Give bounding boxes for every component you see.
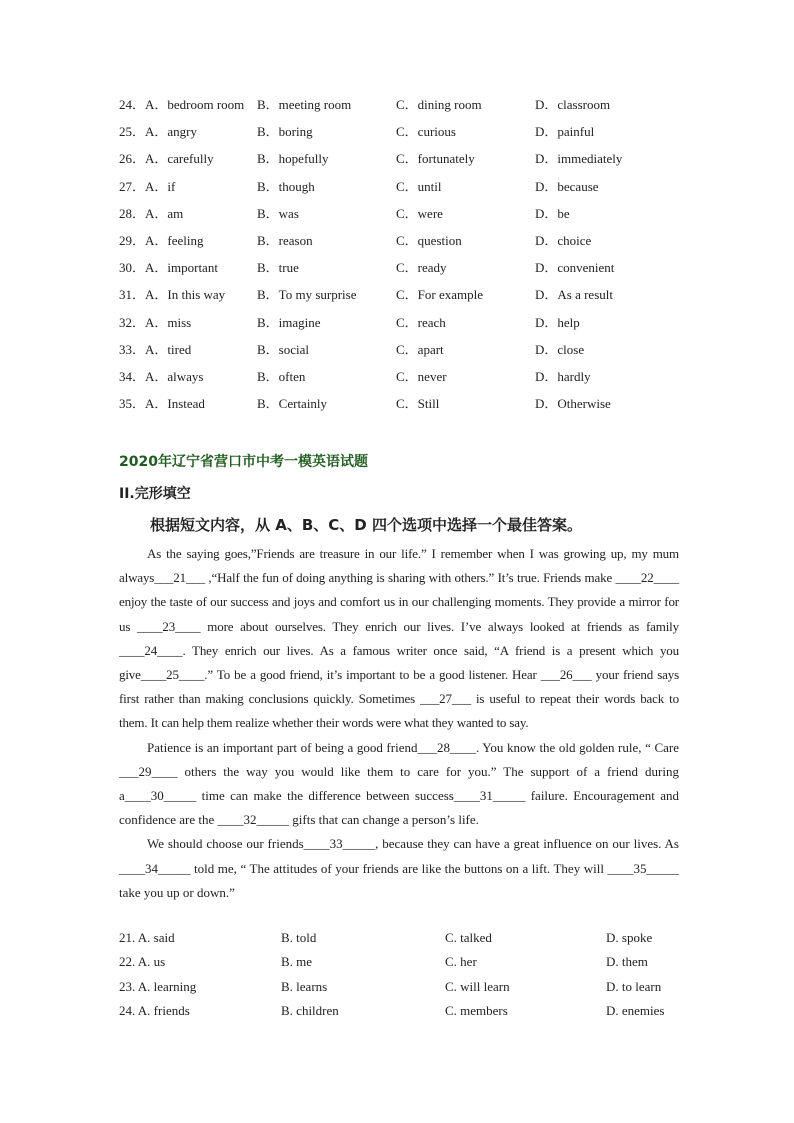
answer-row [119,1001,679,1025]
option-c: C．dining room [396,97,482,112]
option-row [119,313,679,340]
option-row [119,122,679,149]
option-d: D．be [535,205,570,221]
option-row [119,367,679,394]
option-b: B．was [257,205,299,221]
option-b: B．boring [257,124,313,140]
option-d: D．close [535,341,585,357]
answer-row [119,928,679,952]
option-d: D．classroom [535,97,611,112]
option-c: C. talked [445,930,492,945]
option-b: B．To my surprise [257,287,357,303]
option-a: 31．A．In this way [119,287,226,303]
option-a: 32．A．miss [119,314,192,330]
part-title: II.完形填空 [119,486,191,502]
option-c: C. members [445,1002,508,1018]
answer-options-table [119,928,679,1025]
option-d: D．help [535,314,580,330]
option-row [119,231,679,258]
passage-paragraph: As the saying goes,”Friends are treasure in our life.” I remember when I was growing up, my mum always___21___ ,“Half the fun of doing anything is sharing with others.” It’s true. Friends make ____22____ enjoy the taste of our success and joys and comfort us in our challenging moments. They provide a mirror for us ____23____ more about ourselves. They enrich our lives. I’ve always looked at friends as family ____24____. They enrich our lives. As a famous writer once said, “A friend is a present which you give____25____.” To be a good friend, it’s important to be a good listener. Hear ___26___ your friend says first rather than making conclusions quickly. Sometimes ___27___ is useful to repeat their words back to them. It can help them realize whether their words were what they wanted to say. [119,546,679,731]
option-a: 28．A．am [119,205,184,221]
option-b: B．imagine [257,314,321,330]
option-b: B．hopefully [257,151,329,167]
option-c: C．question [396,232,462,248]
option-c: C．fortunately [396,151,475,167]
option-d: D．Otherwise [535,396,611,412]
option-b: B．Certainly [257,396,328,412]
passage-paragraph: Patience is an important part of being a good friend___28____. You know the old golden rule, “ Care ___29____ others the way you would like them to care for you.” The support of a friend during a____30_____ time can make the difference between success____31_____ failure. Encouragement and confidence are the ____32_____ gifts that can change a person’s life. [119,739,679,828]
option-row [119,394,679,421]
option-a: 35．A．Instead [119,396,205,412]
option-b: B．reason [257,232,313,248]
option-row [119,177,679,204]
option-d: D．immediately [535,151,623,167]
section-title: 2020年辽宁省营口市中考一模英语试题 [119,454,368,470]
option-c: C．curious [396,124,456,140]
option-c: C．apart [396,341,444,357]
option-c: C．were [396,205,443,221]
option-row [119,95,679,122]
option-a: 25．A．angry [119,124,197,140]
option-a: 23. A. learning [119,978,197,994]
option-b: B．often [257,368,306,384]
instruction-text: 根据短文内容，从 A、B、C、D 四个选项中选择一个最佳答案。 [150,516,582,534]
option-c: C．ready [396,260,447,276]
option-a: 22. A. us [119,954,166,970]
option-d: D. spoke [606,930,653,945]
option-a: 27．A．if [119,178,176,194]
option-b: B. learns [281,978,328,994]
option-d: D．convenient [535,260,615,276]
option-a: 21. A. said [119,930,175,945]
option-a: 30．A．important [119,260,218,276]
option-d: D．because [535,178,599,194]
passage-paragraph: We should choose our friends____33_____, because they can have a great influence on our lives. As ____34_____ told me, “ The attitudes of your friends are like the buttons on a lift. They will ____35_____ take you up or down.” [119,836,679,900]
option-c: C．never [396,368,447,384]
option-b: B．social [257,341,309,357]
option-a: 33．A．tired [119,341,192,357]
cloze-passage [119,542,679,905]
option-c: C．until [396,178,442,194]
answer-row [119,977,679,1001]
option-c: C. will learn [445,978,510,994]
option-b: B．though [257,178,315,194]
option-b: B. me [281,954,313,970]
option-a: 29．A．feeling [119,232,204,248]
option-row [119,204,679,231]
option-a: 24．A．bedroom room [119,97,245,112]
option-b: B．true [257,260,299,276]
option-d: D．painful [535,124,595,140]
option-b: B. told [281,930,317,945]
option-c: C. her [445,954,477,970]
option-d: D. enemies [606,1002,665,1018]
option-c: C．Still [396,396,440,412]
options-table-top [119,95,679,421]
answer-row [119,952,679,976]
option-c: C．reach [396,314,446,330]
option-d: D．hardly [535,368,591,384]
option-a: 34．A．always [119,368,204,384]
option-c: C．For example [396,287,484,303]
option-row [119,258,679,285]
option-b: B. children [281,1002,339,1018]
option-row [119,340,679,367]
option-d: D．choice [535,232,592,248]
option-d: D．As a result [535,287,613,303]
option-row [119,285,679,312]
option-row [119,149,679,176]
option-d: D. them [606,954,648,970]
option-a: 24. A. friends [119,1002,190,1018]
option-a: 26．A．carefully [119,151,214,167]
option-d: D. to learn [606,978,662,994]
option-b: B．meeting room [257,97,352,112]
